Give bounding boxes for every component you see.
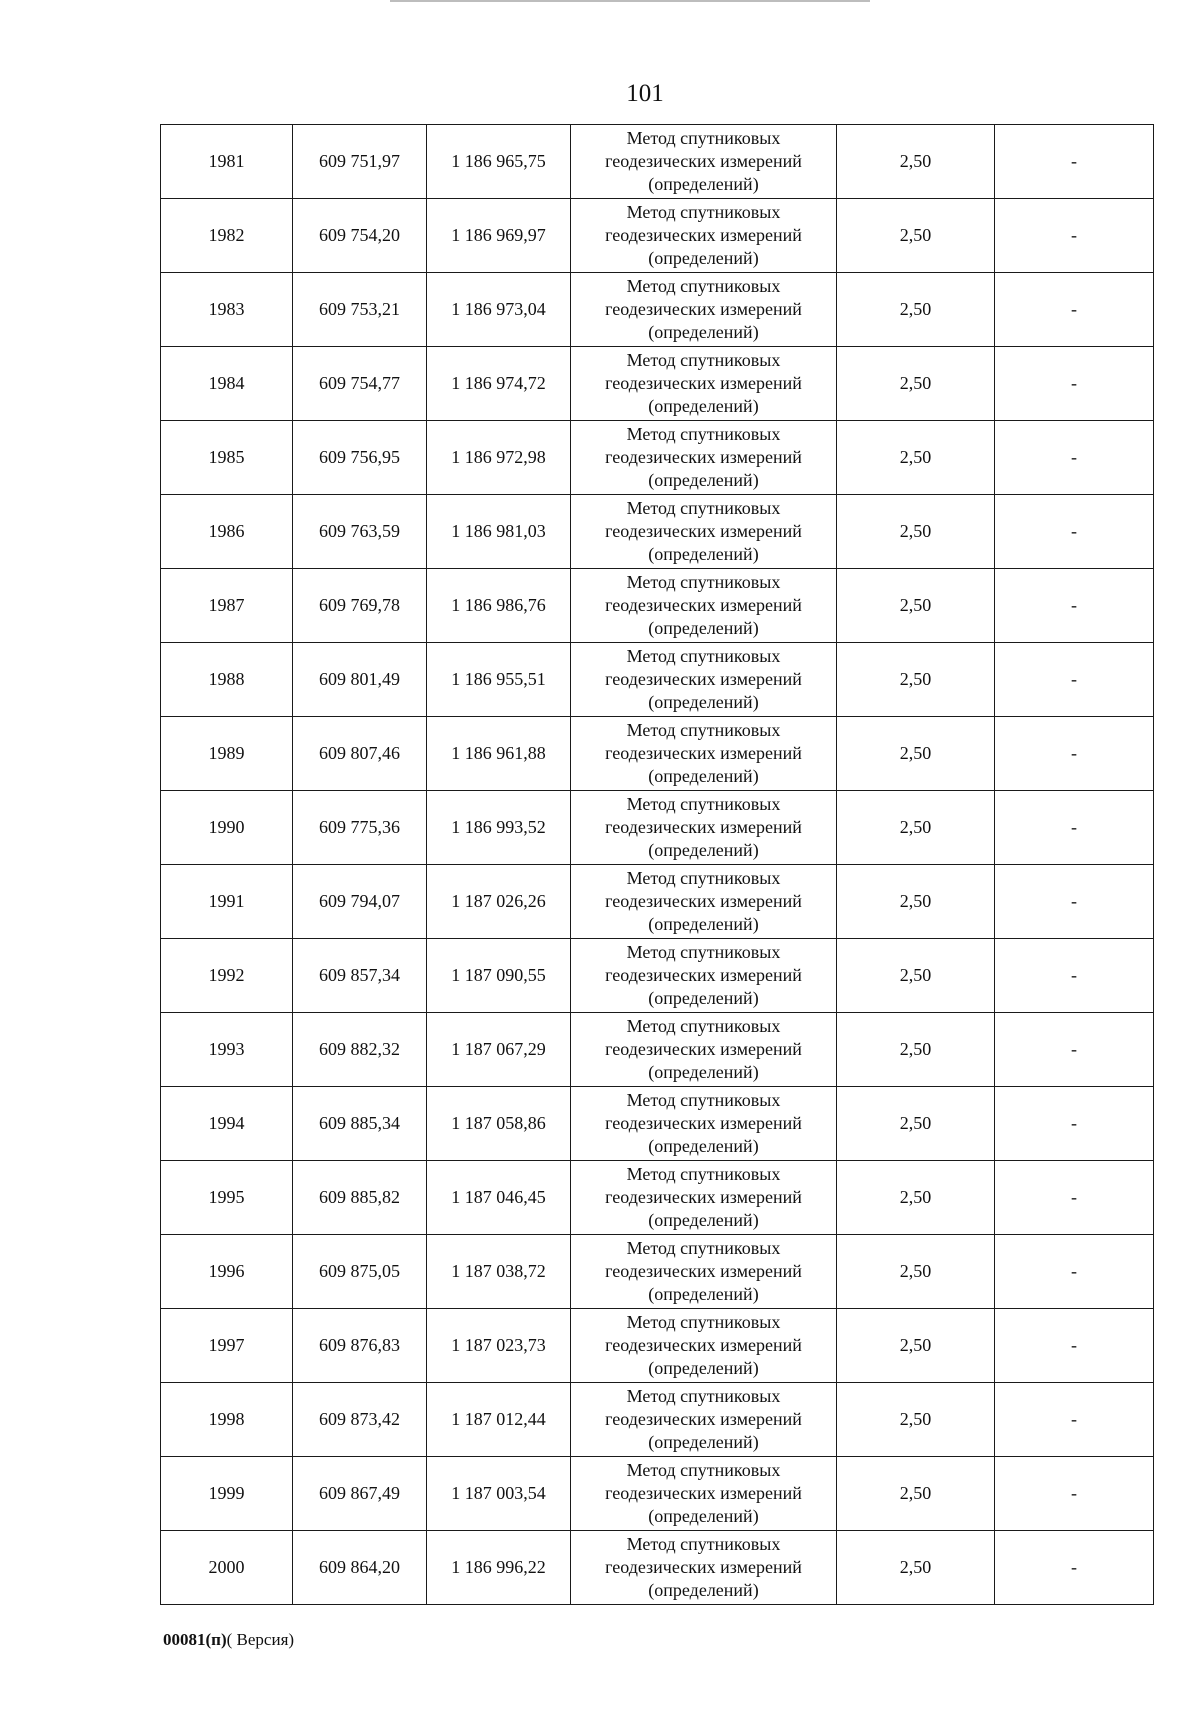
- accuracy-cell: 2,50: [837, 199, 995, 273]
- accuracy-cell: 2,50: [837, 1013, 995, 1087]
- accuracy-cell: 2,50: [837, 1309, 995, 1383]
- x-coordinate-cell: 609 754,20: [293, 199, 427, 273]
- accuracy-cell: 2,50: [837, 1161, 995, 1235]
- table-row: [161, 1161, 1154, 1235]
- method-cell: [571, 199, 837, 273]
- scan-edge-line: [390, 0, 870, 2]
- x-coordinate-cell: 609 885,82: [293, 1161, 427, 1235]
- method-cell: [571, 347, 837, 421]
- x-coordinate-cell: 609 775,36: [293, 791, 427, 865]
- accuracy-cell: 2,50: [837, 643, 995, 717]
- document-code: 00081(п): [163, 1630, 227, 1649]
- y-coordinate-cell: 1 186 969,97: [427, 199, 571, 273]
- x-coordinate-cell: 609 769,78: [293, 569, 427, 643]
- method-text-line: Метод спутниковых: [626, 794, 781, 814]
- point-number-cell: 1991: [161, 865, 293, 939]
- description-cell: -: [995, 495, 1154, 569]
- method-text-line: (определений): [648, 396, 759, 416]
- x-coordinate-cell: 609 753,21: [293, 273, 427, 347]
- method-text-line: Метод спутниковых: [626, 1460, 781, 1480]
- point-number-cell: 1999: [161, 1457, 293, 1531]
- accuracy-cell: 2,50: [837, 421, 995, 495]
- method-text-line: (определений): [648, 248, 759, 268]
- table-row: [161, 1013, 1154, 1087]
- x-coordinate-cell: 609 754,77: [293, 347, 427, 421]
- method-cell: [571, 939, 837, 1013]
- method-cell: [571, 421, 837, 495]
- y-coordinate-cell: 1 186 981,03: [427, 495, 571, 569]
- method-text-line: геодезических измерений: [605, 1039, 802, 1059]
- point-number-cell: 1998: [161, 1383, 293, 1457]
- description-cell: -: [995, 273, 1154, 347]
- method-cell: [571, 125, 837, 199]
- method-text-line: геодезических измерений: [605, 669, 802, 689]
- x-coordinate-cell: 609 751,97: [293, 125, 427, 199]
- point-number-cell: 1985: [161, 421, 293, 495]
- method-text-line: геодезических измерений: [605, 521, 802, 541]
- description-cell: -: [995, 1531, 1154, 1605]
- x-coordinate-cell: 609 801,49: [293, 643, 427, 717]
- method-text-line: Метод спутниковых: [626, 1164, 781, 1184]
- method-text-line: геодезических измерений: [605, 447, 802, 467]
- accuracy-cell: 2,50: [837, 569, 995, 643]
- description-cell: -: [995, 865, 1154, 939]
- y-coordinate-cell: 1 187 046,45: [427, 1161, 571, 1235]
- method-text-line: Метод спутниковых: [626, 1090, 781, 1110]
- point-number-cell: 1990: [161, 791, 293, 865]
- point-number-cell: 1994: [161, 1087, 293, 1161]
- description-cell: -: [995, 199, 1154, 273]
- method-text-line: Метод спутниковых: [626, 1238, 781, 1258]
- method-text-line: (определений): [648, 618, 759, 638]
- method-text-line: геодезических измерений: [605, 1335, 802, 1355]
- description-cell: -: [995, 643, 1154, 717]
- table-row: [161, 717, 1154, 791]
- method-text-line: геодезических измерений: [605, 373, 802, 393]
- point-number-cell: 1984: [161, 347, 293, 421]
- method-text-line: (определений): [648, 1580, 759, 1600]
- method-text-line: (определений): [648, 544, 759, 564]
- point-number-cell: 1992: [161, 939, 293, 1013]
- method-cell: [571, 865, 837, 939]
- point-number-cell: 1997: [161, 1309, 293, 1383]
- table-row: [161, 569, 1154, 643]
- table-row: [161, 125, 1154, 199]
- table-row: [161, 1087, 1154, 1161]
- method-text-line: геодезических измерений: [605, 817, 802, 837]
- method-text-line: Метод спутниковых: [626, 1016, 781, 1036]
- y-coordinate-cell: 1 187 067,29: [427, 1013, 571, 1087]
- method-text-line: (определений): [648, 1432, 759, 1452]
- coordinates-table: [160, 124, 1154, 1605]
- method-text-line: Метод спутниковых: [626, 350, 781, 370]
- method-text-line: Метод спутниковых: [626, 1534, 781, 1554]
- y-coordinate-cell: 1 187 038,72: [427, 1235, 571, 1309]
- point-number-cell: 1988: [161, 643, 293, 717]
- accuracy-cell: 2,50: [837, 717, 995, 791]
- method-cell: [571, 569, 837, 643]
- method-text-line: геодезических измерений: [605, 1409, 802, 1429]
- document-version: ( Версия): [226, 1630, 295, 1649]
- description-cell: -: [995, 347, 1154, 421]
- method-cell: [571, 1087, 837, 1161]
- description-cell: -: [995, 1235, 1154, 1309]
- table-row: [161, 939, 1154, 1013]
- table-row: [161, 1309, 1154, 1383]
- accuracy-cell: 2,50: [837, 1383, 995, 1457]
- point-number-cell: 1995: [161, 1161, 293, 1235]
- accuracy-cell: 2,50: [837, 865, 995, 939]
- x-coordinate-cell: 609 873,42: [293, 1383, 427, 1457]
- accuracy-cell: 2,50: [837, 347, 995, 421]
- method-text-line: Метод спутниковых: [626, 646, 781, 666]
- x-coordinate-cell: 609 864,20: [293, 1531, 427, 1605]
- method-text-line: Метод спутниковых: [626, 1312, 781, 1332]
- table-row: [161, 347, 1154, 421]
- method-text-line: Метод спутниковых: [626, 128, 781, 148]
- point-number-cell: 1983: [161, 273, 293, 347]
- coordinates-table-body: [161, 125, 1154, 1605]
- y-coordinate-cell: 1 187 023,73: [427, 1309, 571, 1383]
- method-text-line: геодезических измерений: [605, 965, 802, 985]
- method-text-line: (определений): [648, 1358, 759, 1378]
- x-coordinate-cell: 609 794,07: [293, 865, 427, 939]
- accuracy-cell: 2,50: [837, 1531, 995, 1605]
- y-coordinate-cell: 1 186 955,51: [427, 643, 571, 717]
- method-text-line: (определений): [648, 1210, 759, 1230]
- point-number-cell: 1986: [161, 495, 293, 569]
- method-text-line: (определений): [648, 692, 759, 712]
- method-text-line: геодезических измерений: [605, 1483, 802, 1503]
- x-coordinate-cell: 609 763,59: [293, 495, 427, 569]
- description-cell: -: [995, 1383, 1154, 1457]
- accuracy-cell: 2,50: [837, 495, 995, 569]
- method-text-line: геодезических измерений: [605, 891, 802, 911]
- method-cell: [571, 717, 837, 791]
- method-cell: [571, 643, 837, 717]
- accuracy-cell: 2,50: [837, 273, 995, 347]
- method-text-line: (определений): [648, 1062, 759, 1082]
- description-cell: -: [995, 569, 1154, 643]
- method-text-line: (определений): [648, 914, 759, 934]
- method-text-line: Метод спутниковых: [626, 1386, 781, 1406]
- table-row: [161, 273, 1154, 347]
- method-cell: [571, 1235, 837, 1309]
- method-text-line: (определений): [648, 840, 759, 860]
- y-coordinate-cell: 1 186 965,75: [427, 125, 571, 199]
- method-text-line: геодезических измерений: [605, 1261, 802, 1281]
- description-cell: -: [995, 1087, 1154, 1161]
- method-text-line: (определений): [648, 470, 759, 490]
- point-number-cell: 1987: [161, 569, 293, 643]
- x-coordinate-cell: 609 867,49: [293, 1457, 427, 1531]
- y-coordinate-cell: 1 187 090,55: [427, 939, 571, 1013]
- accuracy-cell: 2,50: [837, 791, 995, 865]
- method-text-line: (определений): [648, 766, 759, 786]
- method-text-line: (определений): [648, 322, 759, 342]
- x-coordinate-cell: 609 857,34: [293, 939, 427, 1013]
- y-coordinate-cell: 1 186 986,76: [427, 569, 571, 643]
- method-text-line: геодезических измерений: [605, 743, 802, 763]
- description-cell: -: [995, 717, 1154, 791]
- y-coordinate-cell: 1 187 003,54: [427, 1457, 571, 1531]
- method-text-line: (определений): [648, 1284, 759, 1304]
- method-text-line: Метод спутниковых: [626, 276, 781, 296]
- table-row: [161, 791, 1154, 865]
- y-coordinate-cell: 1 186 996,22: [427, 1531, 571, 1605]
- x-coordinate-cell: 609 875,05: [293, 1235, 427, 1309]
- method-text-line: Метод спутниковых: [626, 868, 781, 888]
- description-cell: -: [995, 939, 1154, 1013]
- method-text-line: геодезических измерений: [605, 1557, 802, 1577]
- description-cell: -: [995, 1309, 1154, 1383]
- method-text-line: Метод спутниковых: [626, 498, 781, 518]
- method-text-line: (определений): [648, 174, 759, 194]
- method-text-line: геодезических измерений: [605, 1113, 802, 1133]
- x-coordinate-cell: 609 876,83: [293, 1309, 427, 1383]
- method-text-line: (определений): [648, 988, 759, 1008]
- table-row: [161, 1531, 1154, 1605]
- accuracy-cell: 2,50: [837, 125, 995, 199]
- accuracy-cell: 2,50: [837, 1235, 995, 1309]
- x-coordinate-cell: 609 885,34: [293, 1087, 427, 1161]
- method-cell: [571, 1531, 837, 1605]
- point-number-cell: 1982: [161, 199, 293, 273]
- method-text-line: Метод спутниковых: [626, 572, 781, 592]
- table-row: [161, 421, 1154, 495]
- method-cell: [571, 495, 837, 569]
- method-text-line: геодезических измерений: [605, 225, 802, 245]
- table-row: [161, 199, 1154, 273]
- method-text-line: Метод спутниковых: [626, 202, 781, 222]
- method-text-line: (определений): [648, 1506, 759, 1526]
- description-cell: -: [995, 1161, 1154, 1235]
- method-text-line: геодезических измерений: [605, 1187, 802, 1207]
- method-text-line: геодезических измерений: [605, 595, 802, 615]
- x-coordinate-cell: 609 882,32: [293, 1013, 427, 1087]
- accuracy-cell: 2,50: [837, 1457, 995, 1531]
- method-text-line: (определений): [648, 1136, 759, 1156]
- point-number-cell: 1989: [161, 717, 293, 791]
- y-coordinate-cell: 1 186 974,72: [427, 347, 571, 421]
- point-number-cell: 1993: [161, 1013, 293, 1087]
- method-text-line: Метод спутниковых: [626, 720, 781, 740]
- table-row: [161, 1457, 1154, 1531]
- accuracy-cell: 2,50: [837, 939, 995, 1013]
- x-coordinate-cell: 609 807,46: [293, 717, 427, 791]
- y-coordinate-cell: 1 187 026,26: [427, 865, 571, 939]
- x-coordinate-cell: 609 756,95: [293, 421, 427, 495]
- table-row: [161, 643, 1154, 717]
- method-cell: [571, 1383, 837, 1457]
- description-cell: -: [995, 1457, 1154, 1531]
- description-cell: -: [995, 791, 1154, 865]
- method-cell: [571, 273, 837, 347]
- table-row: [161, 495, 1154, 569]
- y-coordinate-cell: 1 187 058,86: [427, 1087, 571, 1161]
- point-number-cell: 1996: [161, 1235, 293, 1309]
- point-number-cell: 2000: [161, 1531, 293, 1605]
- y-coordinate-cell: 1 187 012,44: [427, 1383, 571, 1457]
- accuracy-cell: 2,50: [837, 1087, 995, 1161]
- page-number: 101: [626, 80, 664, 107]
- method-text-line: геодезических измерений: [605, 299, 802, 319]
- table-row: [161, 1235, 1154, 1309]
- method-cell: [571, 1457, 837, 1531]
- description-cell: -: [995, 421, 1154, 495]
- description-cell: -: [995, 125, 1154, 199]
- method-text-line: геодезических измерений: [605, 151, 802, 171]
- point-number-cell: 1981: [161, 125, 293, 199]
- y-coordinate-cell: 1 186 973,04: [427, 273, 571, 347]
- method-cell: [571, 1309, 837, 1383]
- y-coordinate-cell: 1 186 961,88: [427, 717, 571, 791]
- y-coordinate-cell: 1 186 993,52: [427, 791, 571, 865]
- method-cell: [571, 791, 837, 865]
- method-text-line: Метод спутниковых: [626, 942, 781, 962]
- method-cell: [571, 1013, 837, 1087]
- document-footer: [163, 1630, 294, 1650]
- method-text-line: Метод спутниковых: [626, 424, 781, 444]
- description-cell: -: [995, 1013, 1154, 1087]
- table-row: [161, 865, 1154, 939]
- method-cell: [571, 1161, 837, 1235]
- y-coordinate-cell: 1 186 972,98: [427, 421, 571, 495]
- table-row: [161, 1383, 1154, 1457]
